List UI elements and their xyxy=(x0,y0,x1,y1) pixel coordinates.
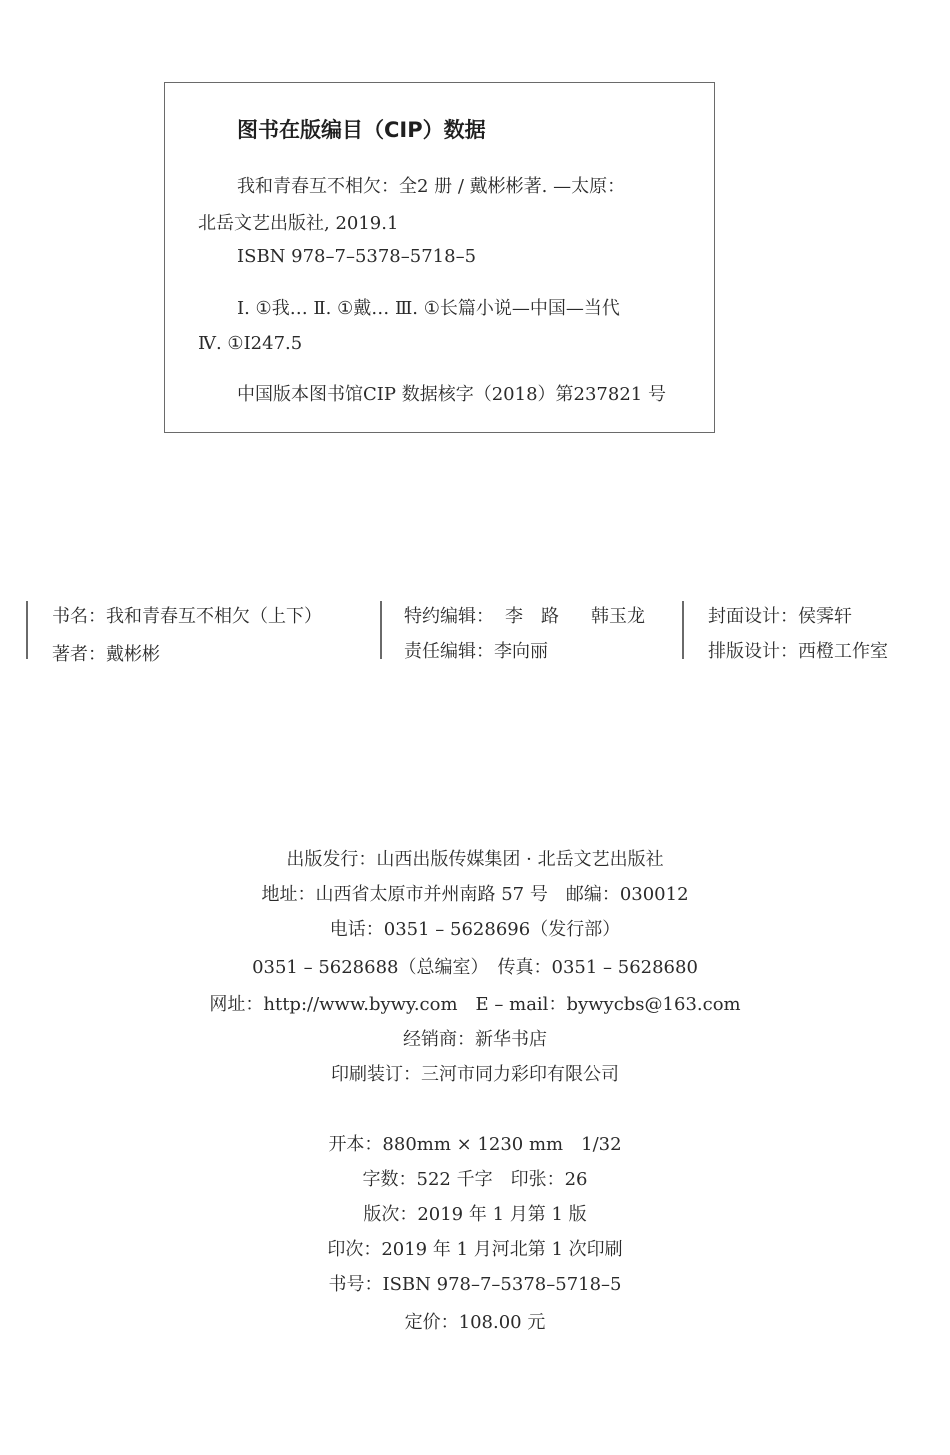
special-editor-label: 特约编辑： xyxy=(404,606,494,627)
price-line: 定价：108.00 元 xyxy=(404,1312,546,1333)
layout-design: 排版设计：西橙工作室 xyxy=(708,641,888,662)
cip-record-number: 中国版本图书馆CIP 数据核字（2018）第237821 号 xyxy=(237,384,666,405)
word-count-line: 字数：522 千字 印张：26 xyxy=(362,1169,588,1190)
credits-divider-left xyxy=(26,601,28,659)
cip-isbn: ISBN 978–7–5378–5718–5 xyxy=(237,246,477,267)
address-line: 地址：山西省太原市并州南路 57 号 邮编：030012 xyxy=(261,884,689,905)
credits-divider-middle xyxy=(380,601,382,659)
book-title: 书名：我和青春互不相欠（上下） xyxy=(52,606,322,627)
cip-title: 图书在版编目（CIP）数据 xyxy=(237,118,486,142)
website-email-line: 网址：http://www.bywy.com E – mail：bywycbs@163.com xyxy=(209,994,741,1015)
cip-publisher-line: 北岳文艺出版社, 2019.1 xyxy=(198,213,399,234)
cover-design: 封面设计：侯霁轩 xyxy=(708,606,852,627)
credits-divider-right xyxy=(682,601,684,659)
author: 著者：戴彬彬 xyxy=(52,644,160,665)
cip-classification-1: Ⅰ. ①我… Ⅱ. ①戴… Ⅲ. ①长篇小说—中国—当代 xyxy=(237,298,620,319)
phone-line: 电话：0351 – 5628696（发行部） xyxy=(329,919,621,940)
format-line: 开本：880mm × 1230 mm 1/32 xyxy=(328,1134,622,1155)
distributor-line: 经销商：新华书店 xyxy=(403,1029,547,1050)
edition-line: 版次：2019 年 1 月第 1 版 xyxy=(363,1204,587,1225)
special-editor-1: 李 路 xyxy=(505,606,559,627)
phone-fax-line: 0351 – 5628688（总编室） 传真：0351 – 5628680 xyxy=(252,957,698,978)
responsible-editor: 责任编辑：李向丽 xyxy=(404,641,548,662)
book-number-line: 书号：ISBN 978–7–5378–5718–5 xyxy=(328,1274,622,1295)
cip-classification-2: Ⅳ. ①I247.5 xyxy=(198,333,303,354)
printer-line: 印刷装订：三河市同力彩印有限公司 xyxy=(331,1064,619,1085)
publisher-line: 出版发行：山西出版传媒集团 · 北岳文艺出版社 xyxy=(286,849,664,870)
printing-line: 印次：2019 年 1 月河北第 1 次印刷 xyxy=(327,1239,623,1260)
special-editor-2: 韩玉龙 xyxy=(591,606,645,627)
cip-book-line: 我和青春互不相欠：全2 册 / 戴彬彬著. —太原： xyxy=(237,176,626,197)
